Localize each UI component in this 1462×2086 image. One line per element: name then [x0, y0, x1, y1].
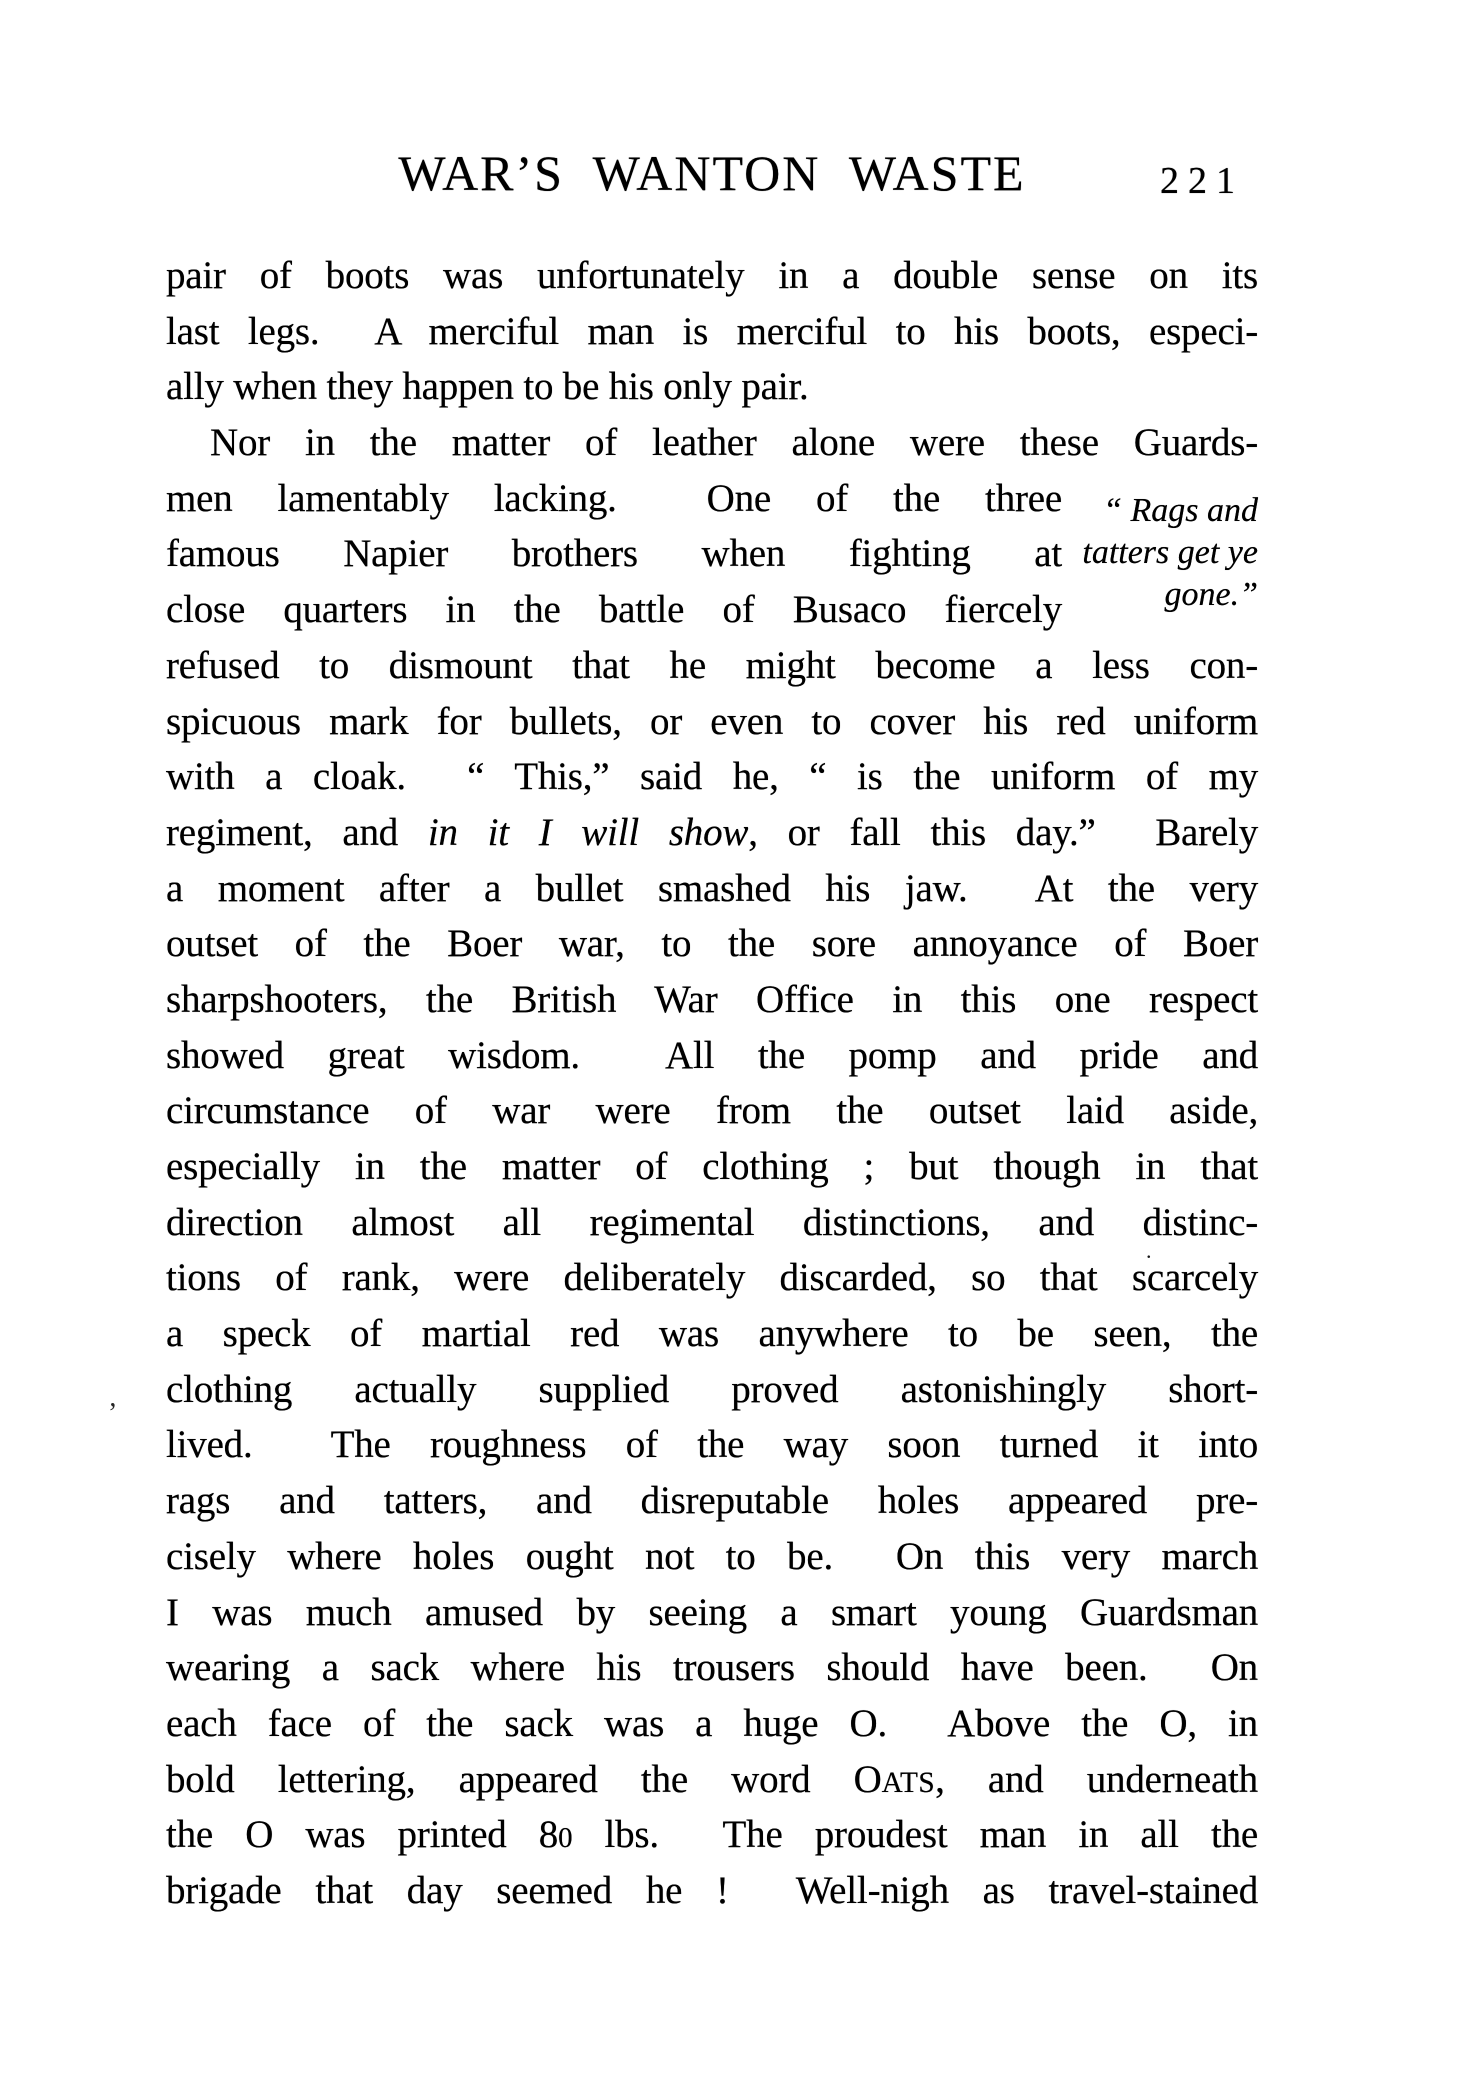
text-line	[166, 1752, 1258, 1808]
text-segment: lbs. The proudest man in all the	[572, 1813, 1258, 1857]
text-segment: ally when they happen to be his only pair.	[166, 365, 809, 409]
text-segment: tions of rank, were deliberately discarded, so that scarcely	[166, 1256, 1258, 1300]
text-line	[166, 972, 1258, 1028]
text-line	[166, 1696, 1258, 1752]
scan-artifact-dot: .	[1146, 1238, 1152, 1263]
text-line	[166, 415, 1258, 471]
text-segment: circumstance of war were from the outset laid aside,	[166, 1089, 1258, 1133]
text-segment: regiment, and	[166, 810, 428, 854]
text-segment: cisely where holes ought not to be. On this very march	[166, 1534, 1258, 1578]
text-segment: brigade that day seemed he ! Well-nigh as travel-stained	[166, 1868, 1258, 1912]
sidenote-line: “ Rags and	[1103, 492, 1258, 529]
text-line	[166, 1083, 1258, 1139]
text-line	[166, 638, 1258, 694]
oldstyle-text: 0	[558, 1822, 573, 1855]
text-line	[166, 861, 1258, 917]
text-segment: a moment after a bullet smashed his jaw. At the very	[166, 866, 1258, 910]
text-segment: each face of the sack was a huge O. Above the O, in	[166, 1701, 1258, 1745]
text-segment: close quarters in the battle of Busaco fiercely	[166, 588, 1062, 632]
text-segment: with a cloak. “ This,” said he, “ is the uniform of my	[166, 755, 1258, 799]
text-line	[166, 694, 1258, 750]
margin-sidenote	[1038, 490, 1258, 616]
text-segment: showed great wisdom. All the pomp and pride and	[166, 1033, 1258, 1077]
running-header	[166, 145, 1258, 208]
text-segment: wearing a sack where his trousers should have been. On	[166, 1646, 1258, 1690]
text-line	[166, 749, 1258, 805]
text-segment: lived. The roughness of the way soon turned it into	[166, 1423, 1258, 1467]
text-line	[166, 1028, 1258, 1084]
text-line	[166, 1473, 1258, 1529]
sidenote-line: tatters get ye	[1082, 534, 1258, 571]
text-line	[166, 1529, 1258, 1585]
text-segment: especially in the matter of clothing ; but though in that	[166, 1145, 1258, 1188]
text-segment: last legs. A merciful man is merciful to his boots, especi-	[166, 309, 1258, 353]
text-line	[166, 1640, 1258, 1696]
text-segment: clothing actually supplied proved astonishingly short-	[166, 1367, 1258, 1411]
page-title: WAR’S WANTON WASTE	[398, 145, 1026, 201]
text-segment: Nor in the matter of leather alone were these Guards-	[210, 421, 1258, 465]
text-segment: bold lettering, appeared the word O	[166, 1757, 882, 1801]
text-segment: pair of boots was unfortunately in a double sense on its	[166, 254, 1258, 297]
text-line	[166, 1250, 1258, 1306]
text-line	[166, 1306, 1258, 1362]
text-line	[166, 1195, 1258, 1251]
text-segment: men lamentably lacking. One of the three	[166, 476, 1062, 520]
text-line	[166, 1139, 1258, 1195]
text-segment: the O was printed 8	[166, 1813, 559, 1857]
text-segment: rags and tatters, and disreputable holes appeared pre-	[166, 1479, 1258, 1523]
text-line	[166, 1863, 1258, 1919]
page-number: 221	[1160, 160, 1244, 202]
text-line	[166, 1807, 1258, 1863]
text-segment: direction almost all regimental distinctions, and distinc-	[166, 1200, 1258, 1244]
text-segment: refused to dismount that he might become a less con-	[166, 643, 1258, 687]
text-segment: , or fall this day.” Barely	[748, 810, 1258, 854]
text-line	[166, 1417, 1258, 1473]
text-segment: famous Napier brothers when fighting at	[166, 532, 1062, 576]
text-line	[166, 359, 1258, 415]
scan-artifact-mark: ’	[108, 1398, 118, 1429]
text-segment: I was much amused by seeing a smart young Guardsman	[166, 1590, 1258, 1634]
text-line	[166, 304, 1258, 360]
text-segment: , and underneath	[935, 1757, 1258, 1801]
text-segment: spicuous mark for bullets, or even to cover his red uniform	[166, 699, 1258, 743]
text-line	[166, 1362, 1258, 1418]
text-line	[166, 805, 1258, 861]
smallcaps-text: ATS	[881, 1766, 936, 1799]
text-line	[166, 248, 1258, 304]
text-line	[166, 916, 1258, 972]
text-segment: sharpshooters, the British War Office in this one respect	[166, 977, 1258, 1021]
text-segment: a speck of martial red was anywhere to be seen, the	[166, 1312, 1258, 1356]
italic-text: in it I will show	[427, 810, 749, 854]
sidenote-line: gone.”	[1164, 576, 1258, 613]
text-line	[166, 1585, 1258, 1641]
text-segment: outset of the Boer war, to the sore annoyance of Boer	[166, 922, 1258, 966]
